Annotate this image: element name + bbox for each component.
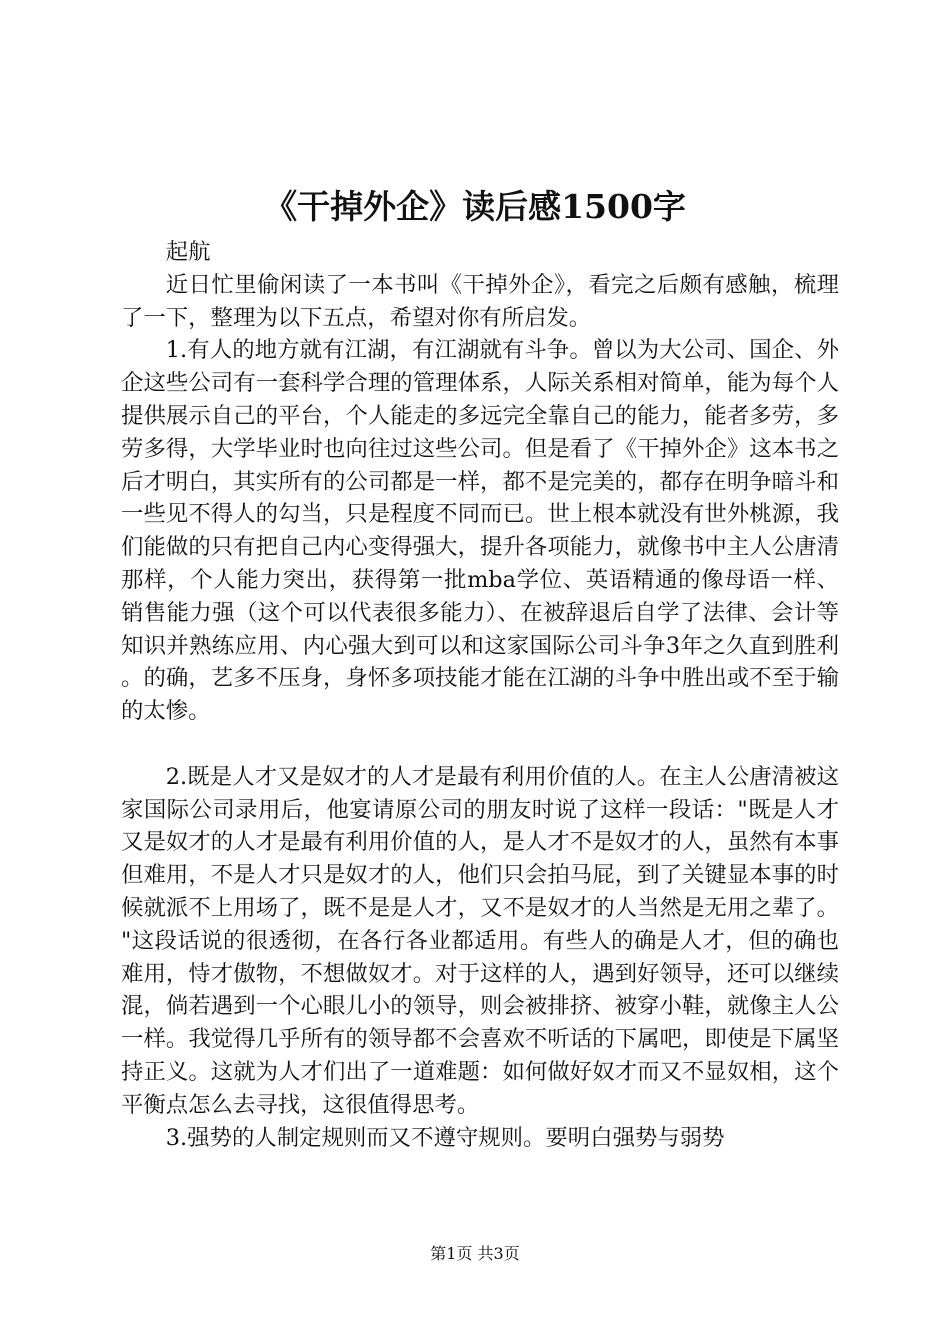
paragraph-point-1: 1.有人的地方就有江湖，有江湖就有斗争。曾以为大公司、国企、外企这些公司有一套科学合理的管理体系，人际关系相对简单，能为每个人提供展示自己的平台，个人能走的多远完全靠自己的能力，能者多劳，多劳多得，大学毕业时也向往过这些公司。但是看了《干掉外企》这本书之后才明白，其实所有的公司都是一样，都不是完美的，都存在明争暗斗和一些见不得人的勾当，只是程度不同而已。世上根本就没有世外桃源，我们能做的只有把自己内心变得强大，提升各项能力，就像书中主人公唐清那样，个人能力突出，获得第一批mba学位、英语精通的像母语一样、销售能力强（这个可以代表很多能力）、在被辞退后自学了法律、会计等知识并熟练应用、内心强大到可以和这家国际公司斗争3年之久直到胜利。的确，艺多不压身，身怀多项技能才能在江湖的斗争中胜出或不至于输的太惨。 xyxy=(121,337,839,725)
document-body xyxy=(121,236,839,1154)
paragraph-point-2: 2.既是人才又是奴才的人才是最有利用价值的人。在主人公唐清被这家国际公司录用后，他宴请原公司的朋友时说了这样一段话："既是人才又是奴才的人才是最有利用价值的人，是人才不是奴才的人，虽然有本事但难用，不是人才只是奴才的人，他们只会拍马屁，到了关键显本事的时候就派不上用场了，既不是是人才，又不是奴才的人当然是无用之辈了。"这段话说的很透彻，在各行各业都适用。有些人的确是人才，但的确也难用，恃才傲物，不想做奴才。对于这样的人，遇到好领导，还可以继续混，倘若遇到一个心眼儿小的领导，则会被排挤、被穿小鞋，就像主人公一样。我觉得几乎所有的领导都不会喜欢不听话的下属吧，即使是下属坚持正义。这就为人才们出了一道难题：如何做好奴才而又不显奴相，这个平衡点怎么去寻找，这很值得思考。 xyxy=(121,763,839,1118)
author-line: 起航 xyxy=(165,239,211,265)
paragraph-point-3: 3.强势的人制定规则而又不遵守规则。要明白强势与弱势 xyxy=(165,1124,725,1151)
document-title: 《干掉外企》读后感1500字 xyxy=(264,187,686,226)
page-footer: 第1页 共3页 xyxy=(430,1244,520,1263)
paragraph-intro: 近日忙里偷闲读了一本书叫《干掉外企》，看完之后颇有感触，梳理了一下，整理为以下五点，希望对你有所启发。 xyxy=(121,271,839,331)
